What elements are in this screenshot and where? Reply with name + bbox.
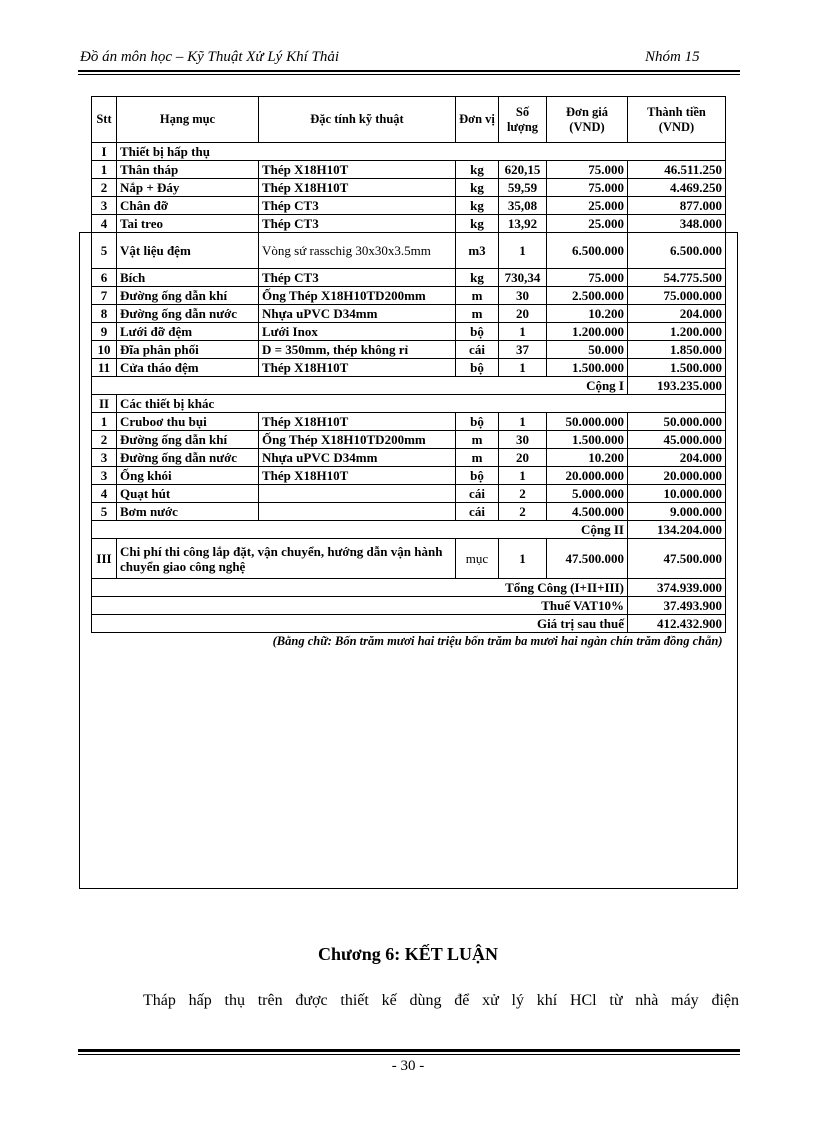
subtotal-value: 134.204.000 [628,521,726,539]
cell-item: Đĩa phân phối [117,341,259,359]
cell-stt: 9 [92,323,117,341]
section-row [92,143,726,161]
section-title: Các thiết bị khác [117,395,726,413]
cell-qty: 620,15 [499,161,547,179]
cell-spec: Ống Thép X18H10TD200mm [259,287,456,305]
cost-table [91,96,726,651]
cell-item: Đường ống dẫn khí [117,287,259,305]
section-number: III [92,539,117,579]
cell-unit: m3 [456,233,499,269]
table-row [92,269,726,287]
cell-stt: 5 [92,503,117,521]
header-title: Đồ án môn học – Kỹ Thuật Xử Lý Khí Thải [80,49,340,65]
cell-total: 4.469.250 [628,179,726,197]
cell-item: Bơm nước [117,503,259,521]
cell-price: 20.000.000 [547,467,628,485]
table-row [92,161,726,179]
cell-unit: m [456,305,499,323]
cell-price: 75.000 [547,269,628,287]
cell-unit: bộ [456,413,499,431]
cell-item: Quạt hút [117,485,259,503]
cell-item: Thân tháp [117,161,259,179]
cell-item: Cửa tháo đệm [117,359,259,377]
cell-qty: 30 [499,431,547,449]
section-price: 47.500.000 [547,539,628,579]
col-header-unit: Đơn vị [456,97,499,143]
cell-price: 4.500.000 [547,503,628,521]
vat-row [92,597,726,615]
cell-qty: 30 [499,287,547,305]
cell-item: Bích [117,269,259,287]
subtotal-value: 193.235.000 [628,377,726,395]
section-number: II [92,395,117,413]
cell-spec [259,485,456,503]
cell-price: 25.000 [547,215,628,233]
cell-unit: cái [456,485,499,503]
cell-price: 1.500.000 [547,431,628,449]
chapter-title: Chương 6: KẾT LUẬN [318,944,498,964]
cell-stt: 4 [92,485,117,503]
cell-item: Lưới đỡ đệm [117,323,259,341]
table-row [92,467,726,485]
cell-total: 1.500.000 [628,359,726,377]
in-words-row [92,633,726,651]
cell-item: Cruboơ thu bụi [117,413,259,431]
table-row [92,197,726,215]
table-row [92,179,726,197]
cell-total: 9.000.000 [628,503,726,521]
cell-total: 877.000 [628,197,726,215]
cell-stt: 2 [92,179,117,197]
cell-unit: kg [456,197,499,215]
cell-unit: kg [456,269,499,287]
section-unit: mục [456,539,499,579]
cell-unit: cái [456,341,499,359]
cell-item: Vật liệu đệm [117,233,259,269]
table-header-row [92,97,726,143]
cell-total: 348.000 [628,215,726,233]
cell-stt: 3 [92,197,117,215]
table-row [92,215,726,233]
table-row [92,431,726,449]
footer-rule-thin [78,1054,740,1055]
cell-spec: Thép CT3 [259,197,456,215]
cell-total: 46.511.250 [628,161,726,179]
col-header-price: Đơn giá (VND) [547,97,628,143]
cell-spec: Ống Thép X18H10TD200mm [259,431,456,449]
cell-total: 1.850.000 [628,341,726,359]
section1-rows [92,161,726,377]
footer-rule [78,1049,740,1052]
cell-qty: 2 [499,503,547,521]
cell-unit: cái [456,503,499,521]
table-row [92,323,726,341]
cell-stt: 3 [92,449,117,467]
cell-qty: 20 [499,305,547,323]
grand-total-label: Tổng Công (I+II+III) [92,579,628,597]
section-row [92,395,726,413]
cell-total: 1.200.000 [628,323,726,341]
cell-spec: Thép X18H10T [259,413,456,431]
header-rule [78,70,740,72]
cell-spec: Vòng sứ rasschig 30x30x3.5mm [259,233,456,269]
cell-item: Đường ống dẫn nước [117,449,259,467]
table-row [92,449,726,467]
cell-stt: 7 [92,287,117,305]
section-total: 47.500.000 [628,539,726,579]
cell-qty: 1 [499,413,547,431]
cell-item: Tai treo [117,215,259,233]
header-group: Nhóm 15 [645,49,700,65]
cell-item: Chân đỡ [117,197,259,215]
grand-total-value: 374.939.000 [628,579,726,597]
section2-rows [92,413,726,521]
cell-price: 50.000 [547,341,628,359]
section-title: Chi phí thi công lắp đặt, vận chuyển, hướng dẫn vận hành chuyển giao công nghệ [117,539,456,579]
cell-unit: m [456,431,499,449]
table-row [92,485,726,503]
cell-qty: 1 [499,233,547,269]
cell-spec: D = 350mm, thép không rỉ [259,341,456,359]
cell-item: Ống khói [117,467,259,485]
table-row [92,413,726,431]
table-row [92,233,726,269]
cell-qty: 1 [499,359,547,377]
cell-spec: Lưới Inox [259,323,456,341]
col-header-qty: Số lượng [499,97,547,143]
subtotal-label: Cộng I [92,377,628,395]
cell-unit: kg [456,215,499,233]
cell-total: 45.000.000 [628,431,726,449]
section-number: I [92,143,117,161]
cell-total: 204.000 [628,305,726,323]
table-row [92,287,726,305]
section-row [92,539,726,579]
cell-total: 54.775.500 [628,269,726,287]
cell-item: Đường ống dẫn khí [117,431,259,449]
cell-price: 50.000.000 [547,413,628,431]
cell-price: 75.000 [547,161,628,179]
cell-price: 1.500.000 [547,359,628,377]
cell-stt: 3 [92,467,117,485]
cell-spec: Thép X18H10T [259,359,456,377]
cell-qty: 1 [499,323,547,341]
cell-price: 25.000 [547,197,628,215]
cell-price: 10.200 [547,449,628,467]
amount-in-words: (Bằng chữ: Bốn trăm mươi hai triệu bốn trăm ba mươi hai ngàn chín trăm đồng chẵn) [272,634,723,649]
cell-stt: 1 [92,413,117,431]
col-header-stt: Stt [92,97,117,143]
cell-qty: 20 [499,449,547,467]
subtotal-row [92,377,726,395]
cell-price: 5.000.000 [547,485,628,503]
cell-qty: 730,34 [499,269,547,287]
cell-unit: bộ [456,467,499,485]
cell-stt: 10 [92,341,117,359]
cell-qty: 35,08 [499,197,547,215]
body-paragraph: Tháp hấp thụ trên được thiết kế dùng để xử lý khí HCl từ nhà máy điện [143,992,739,1009]
cell-stt: 1 [92,161,117,179]
cell-stt: 11 [92,359,117,377]
cell-total: 10.000.000 [628,485,726,503]
col-header-total: Thành tiền (VND) [628,97,726,143]
cell-unit: m [456,449,499,467]
cell-unit: m [456,287,499,305]
cell-price: 75.000 [547,179,628,197]
cell-qty: 37 [499,341,547,359]
cell-item: Đường ống dẫn nước [117,305,259,323]
cell-qty: 2 [499,485,547,503]
cell-stt: 6 [92,269,117,287]
vat-value: 37.493.900 [628,597,726,615]
cell-spec: Nhựa uPVC D34mm [259,449,456,467]
cell-qty: 59,59 [499,179,547,197]
after-tax-value: 412.432.900 [628,615,726,633]
cell-qty: 1 [499,467,547,485]
table-row [92,359,726,377]
cell-spec [259,503,456,521]
section-title: Thiết bị hấp thụ [117,143,726,161]
table-row [92,305,726,323]
cell-item: Nắp + Đáy [117,179,259,197]
cell-spec: Thép X18H10T [259,467,456,485]
vat-label: Thuế VAT10% [92,597,628,615]
cell-price: 6.500.000 [547,233,628,269]
cell-stt: 8 [92,305,117,323]
subtotal-row [92,521,726,539]
cell-spec: Nhựa uPVC D34mm [259,305,456,323]
cell-stt: 4 [92,215,117,233]
table-row [92,341,726,359]
cell-total: 50.000.000 [628,413,726,431]
cell-unit: bộ [456,359,499,377]
cell-total: 75.000.000 [628,287,726,305]
cell-spec: Thép X18H10T [259,179,456,197]
cell-spec: Thép CT3 [259,269,456,287]
after-tax-label: Giá trị sau thuế [92,615,628,633]
cell-unit: bộ [456,323,499,341]
cell-price: 2.500.000 [547,287,628,305]
col-header-item: Hạng mục [117,97,259,143]
cell-total: 204.000 [628,449,726,467]
cell-stt: 2 [92,431,117,449]
cell-total: 6.500.000 [628,233,726,269]
cell-unit: kg [456,179,499,197]
cell-unit: kg [456,161,499,179]
cell-stt: 5 [92,233,117,269]
cell-total: 20.000.000 [628,467,726,485]
cell-price: 1.200.000 [547,323,628,341]
cell-qty: 13,92 [499,215,547,233]
col-header-spec: Đặc tính kỹ thuật [259,97,456,143]
grand-total-row [92,579,726,597]
page-number: - 30 - [391,1058,425,1074]
subtotal-label: Cộng II [92,521,628,539]
cell-spec: Thép CT3 [259,215,456,233]
cell-price: 10.200 [547,305,628,323]
table-row [92,503,726,521]
after-tax-row [92,615,726,633]
section-qty: 1 [499,539,547,579]
cell-spec: Thép X18H10T [259,161,456,179]
header-rule-thin [78,74,740,75]
